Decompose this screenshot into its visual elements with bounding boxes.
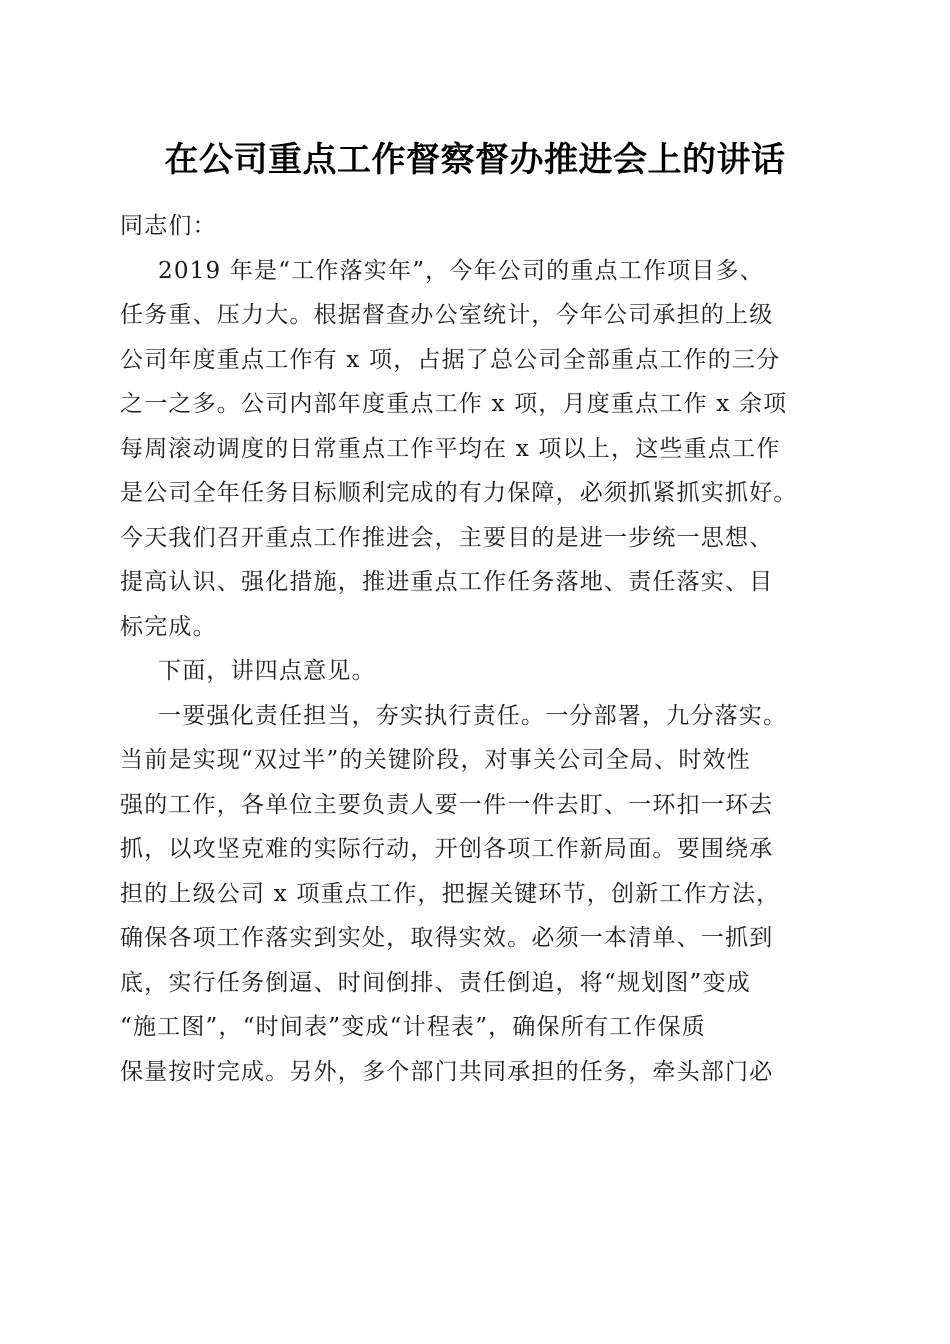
text-line: 抓，以攻坚克难的实际行动，开创各项工作新局面。要围绕承 [120, 836, 774, 862]
text-line: 底，实行任务倒逼、时间倒排、责任倒追，将“规划图”变成 [120, 969, 751, 996]
text-line: “施工图”，“时间表”变成“计程表”，确保所有工作保质 [120, 1014, 706, 1040]
text-line: 提高认识、强化措施，推进重点工作任务落地、责任落实、目 [120, 569, 774, 595]
text-line: 公司年度重点工作有 x 项，占据了总公司全部重点工作的三分 [120, 346, 781, 373]
text-line: 下面，讲四点意见。 [158, 658, 376, 684]
text-line: 是公司全年任务目标顺利完成的有力保障，必须抓紧抓实抓好。 [120, 480, 798, 506]
text-line: 每周滚动调度的日常重点工作平均在 x 项以上，这些重点工作 [120, 435, 781, 462]
paragraph-lines [120, 249, 832, 1095]
text-line: 标完成。 [120, 613, 217, 640]
document-title: 在公司重点工作督察督办推进会上的讲话 [164, 140, 786, 180]
text-line: 当前是实现“双过半”的关键阶段，对事关公司全局、时效性 [120, 747, 751, 773]
text-line: 强的工作，各单位主要负责人要一件一件去盯、一环扣一环去 [120, 791, 774, 818]
text-line: 一要强化责任担当，夯实执行责任。一分部署，九分落实。 [158, 702, 788, 729]
text-line: 之一之多。公司内部年度重点工作 x 项，月度重点工作 x 余项 [120, 391, 788, 417]
document-body [120, 204, 832, 1094]
text-line: 今天我们召开重点工作推进会，主要目的是进一步统一思想、 [120, 524, 774, 551]
text-line: 2019 年是“工作落实年”，今年公司的重点工作项目多、 [158, 257, 764, 284]
text-line: 担的上级公司 x 项重点工作，把握关键环节，创新工作方法， [120, 880, 781, 907]
text-line: 任务重、压力大。根据督查办公室统计，今年公司承担的上级 [120, 302, 774, 328]
text-line: 保量按时完成。另外，多个部门共同承担的任务，牵头部门必 [120, 1058, 774, 1085]
text-line: 确保各项工作落实到实处，取得实效。必须一本清单、一抓到 [120, 925, 774, 951]
salutation: 同志们： [120, 213, 217, 239]
